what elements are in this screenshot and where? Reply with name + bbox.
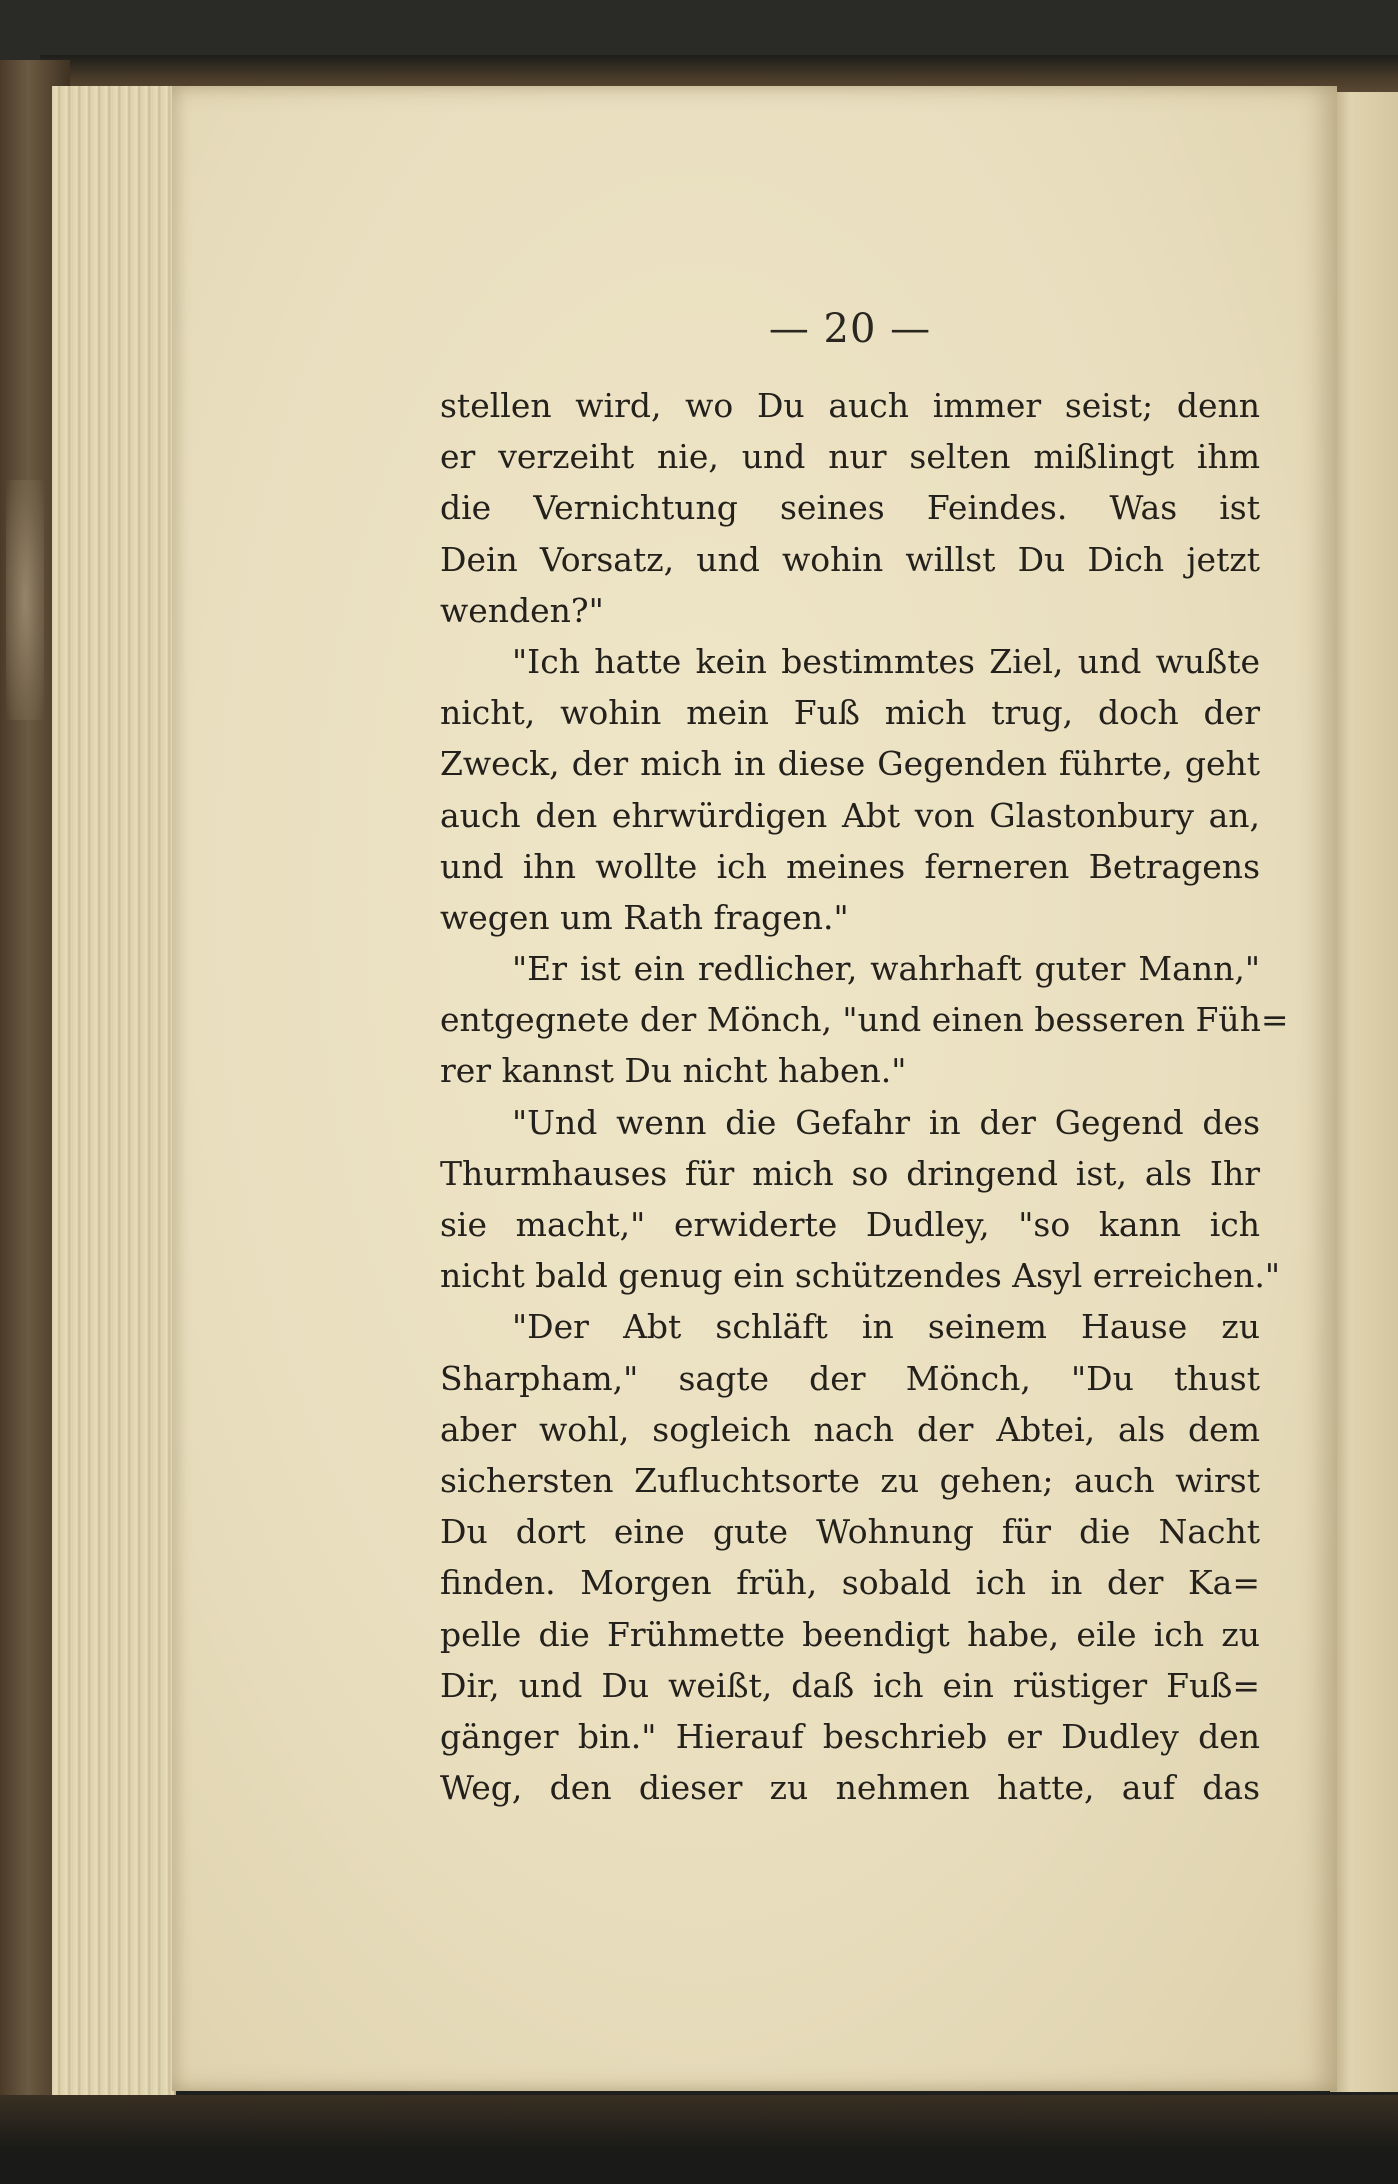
text-line: er verzeiht nie, und nur selten mißlingt ihm bbox=[440, 437, 1260, 477]
text-line: "Ich hatte kein bestimmtes Ziel, und wußte bbox=[512, 641, 1260, 681]
text-line: stellen wird, wo Du auch immer seist; denn bbox=[440, 386, 1260, 425]
text-line: Thurmhauses für mich so dringend ist, als Ihr bbox=[440, 1153, 1260, 1193]
text-line: "Der Abt schläft in seinem Hause zu bbox=[512, 1307, 1260, 1347]
text-line: rer kannst Du nicht haben." bbox=[440, 1051, 907, 1091]
text-line: Du dort eine gute Wohnung für die Nacht bbox=[440, 1512, 1260, 1552]
text-line: auch den ehrwürdigen Abt von Glastonbury an, bbox=[440, 795, 1260, 835]
text-line: Zweck, der mich in diese Gegenden führte, geht bbox=[440, 744, 1260, 784]
text-line: nicht, wohin mein Fuß mich trug, doch der bbox=[440, 693, 1260, 733]
text-line: gänger bin." Hierauf beschrieb er Dudley den bbox=[440, 1716, 1260, 1756]
body-text bbox=[440, 380, 1289, 1813]
text-line: aber wohl, sogleich nach der Abtei, als dem bbox=[440, 1409, 1260, 1449]
facing-page-edge bbox=[1330, 92, 1398, 2092]
text-line: nicht bald genug ein schützendes Asyl erreichen." bbox=[440, 1256, 1281, 1296]
text-line: finden. Morgen früh, sobald ich in der Ka= bbox=[440, 1563, 1260, 1603]
text-line: Weg, den dieser zu nehmen hatte, auf das bbox=[440, 1768, 1260, 1808]
text-line: die Vernichtung seines Feindes. Was ist bbox=[440, 488, 1260, 528]
page-number: — 20 — bbox=[768, 306, 932, 352]
text-line: "Und wenn die Gefahr in der Gegend des bbox=[512, 1102, 1260, 1142]
book-cover-bottom bbox=[0, 2095, 1398, 2184]
text-line: Sharpham," sagte der Mönch, "Du thust bbox=[440, 1358, 1260, 1398]
text-line: und ihn wollte ich meines ferneren Betragens bbox=[440, 846, 1260, 886]
text-line: Dein Vorsatz, und wohin willst Du Dich jetzt bbox=[440, 539, 1260, 579]
text-line: sie macht," erwiderte Dudley, "so kann ich bbox=[440, 1205, 1260, 1244]
text-line: sichersten Zufluchtsorte zu gehen; auch wirst bbox=[440, 1460, 1260, 1500]
text-line: "Er ist ein redlicher, wahrhaft guter Mann," bbox=[512, 949, 1260, 989]
text-line: pelle die Frühmette beendigt habe, eile ich zu bbox=[440, 1614, 1260, 1654]
page-edges bbox=[52, 86, 176, 2096]
text-line: wegen um Rath fragen." bbox=[440, 897, 849, 937]
text-line: entgegnete der Mönch, "und einen besseren Füh= bbox=[440, 1000, 1289, 1040]
text-line: Dir, und Du weißt, daß ich ein rüstiger Fuß= bbox=[440, 1665, 1260, 1705]
text-line: wenden?" bbox=[440, 590, 604, 630]
